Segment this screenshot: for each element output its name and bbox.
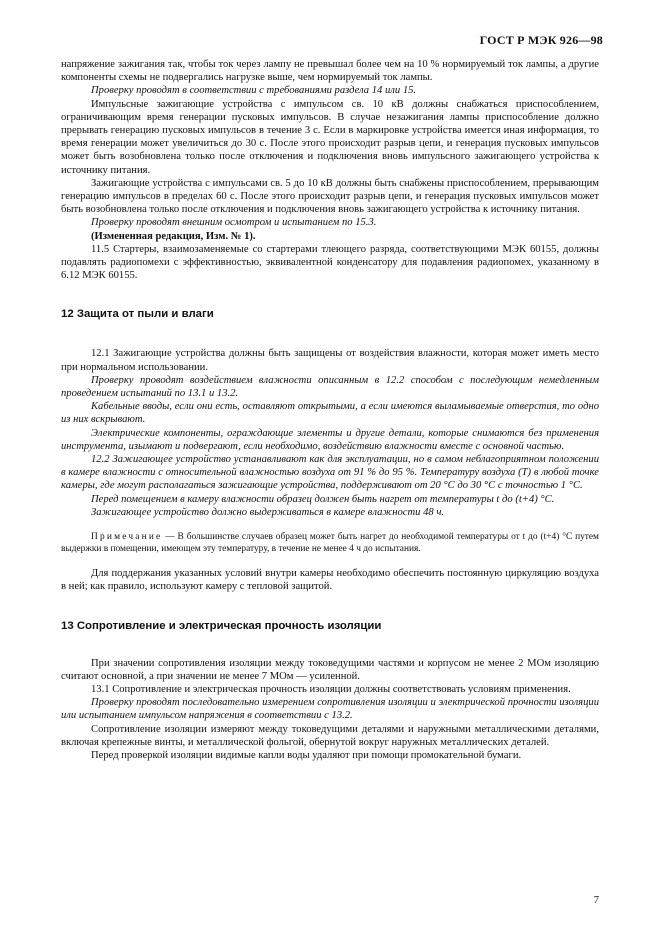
document-header: ГОСТ Р МЭК 926—98 (479, 33, 603, 47)
clause-12-2: 12.2 Зажигающее устройство устанавливают как для эксплуатации, но в самом неблагоприятном положении в камере влажности с относительной влажностью воздуха от 91 % до 95 %. Температуру воздуха (Т) в любой точке камеры, где могут располагаться зажигающие устройства, поддерживают от 20 °С до 30 °С с точностью 1 °С. (61, 454, 599, 492)
paragraph-test-method: Проверку проводят последовательно измерением сопротивления изоляции и электрической прочности изоляции или испытанием импульсом напряжения в соответствии с 13.2. (61, 697, 599, 722)
paragraph: Перед помещением в камеру влажности образец должен быть нагрет от температуры t до (t+4) °С. (91, 493, 555, 505)
paragraph: Для поддержания указанных условий внутри камеры необходимо обеспечить постоянную циркуляцию воздуха в ней; как правило, используют камеру с тепловой защитой. (61, 568, 599, 593)
section-12-heading: 12 Защита от пыли и влаги (61, 308, 214, 321)
paragraph: Электрические компоненты, ограждающие элементы и другие детали, которые снимаются без применения инструмента, изымают и подвергают, если необходимо, воздействию влажности вместе с основной частью. (61, 427, 599, 452)
clause-11-5: 11.5 Стартеры, взаимозаменяемые со стартерами тлеющего разряда, соответствующими МЭК 60155, должны подавлять радиопомехи с эффективностью, эквивалентной конденсатору для подавления радиопомех, указанному в 6.12 МЭК 60155. (61, 243, 599, 282)
note (61, 531, 599, 555)
paragraph: напряжение зажигания так, чтобы ток через лампу не превышал более чем на 10 % нормируемый ток лампы, а другие компоненты схемы не подвергались нагрузке выше, чем нормируемый ток лампы. (61, 59, 599, 84)
paragraph: При значении сопротивления изоляции между токоведущими частями и корпусом не менее 2 МОм изоляцию считают основной, а при значении не менее 7 МОм — усиленной. (61, 657, 599, 682)
note-label: Примечание (91, 532, 163, 543)
paragraph-test-method: Проверку проводят внешним осмотром и испытанием по 15.3. (91, 217, 377, 229)
note-text: — В большинстве случаев образец может быть нагрет до необходимой температуры от t до (t+4) °С путем выдержки в помещении, имеющем эту температуру, в течение не менее 4 ч до испытания. (61, 532, 599, 555)
paragraph: Сопротивление изоляции измеряют между токоведущими деталями и наружными металлическими деталями, включая крепежные винты, и металлической фольгой, обернутой вокруг наружных металлических деталей. (61, 723, 599, 748)
paragraph: Импульсные зажигающие устройства с импульсом св. 10 кВ должны снабжаться приспособлением, ограничивающим время генерации пусковых импульсов. В случае незажигания лампы приспособление должно прерывать генерацию пусковых импульсов в течение 3 с. Если в маркировке устройства имеется иная информация, то время генерации может увеличиться до 30 с. После этого происходит разрыв цепи, и генерация пусковых импульсов может быть возобновлена только после отключения и подключения вновь импульсного зажигающего устройства к источнику питания. (61, 98, 599, 176)
page-body (61, 58, 599, 762)
paragraph: Перед проверкой изоляции видимые капли воды удаляют при помощи промокательной бумаги. (91, 749, 522, 761)
paragraph: Зажигающие устройства с импульсами св. 5 до 10 кВ должны быть снабжены приспособлением, прерывающим генерацию импульсов в пределах 60 с. После этого происходит разрыв цепи, и генерация пусковых импульсов может быть возобновлена только после отключения и подключения вновь зажигающего устройства к источнику питания. (61, 177, 599, 216)
paragraph-test-method: Проверку проводят в соответствии с требованиями раздела 14 или 15. (91, 85, 417, 97)
paragraph: Зажигающее устройство должно выдерживаться в камере влажности 48 ч. (91, 506, 445, 518)
clause-13-1: 13.1 Сопротивление и электрическая прочность изоляции должны соответствовать условиям применения. (91, 683, 571, 695)
section-13-heading: 13 Сопротивление и электрическая прочность изоляции (61, 619, 382, 632)
amendment-note: (Измененная редакция, Изм. № 1). (91, 230, 256, 242)
clause-12-1: 12.1 Зажигающие устройства должны быть защищены от воздействия влажности, которая может иметь место при нормальном использовании. (61, 348, 599, 373)
paragraph-test-method: Проверку проводят воздействием влажности описанным в 12.2 способом с последующим немедленным проведением испытаний по 13.1 и 13.2. (61, 374, 599, 400)
page-number: 7 (593, 895, 599, 906)
paragraph: Кабельные вводы, если они есть, оставляют открытыми, а если имеются выламываемые отверстия, то одно из них вскрывают. (61, 401, 599, 426)
